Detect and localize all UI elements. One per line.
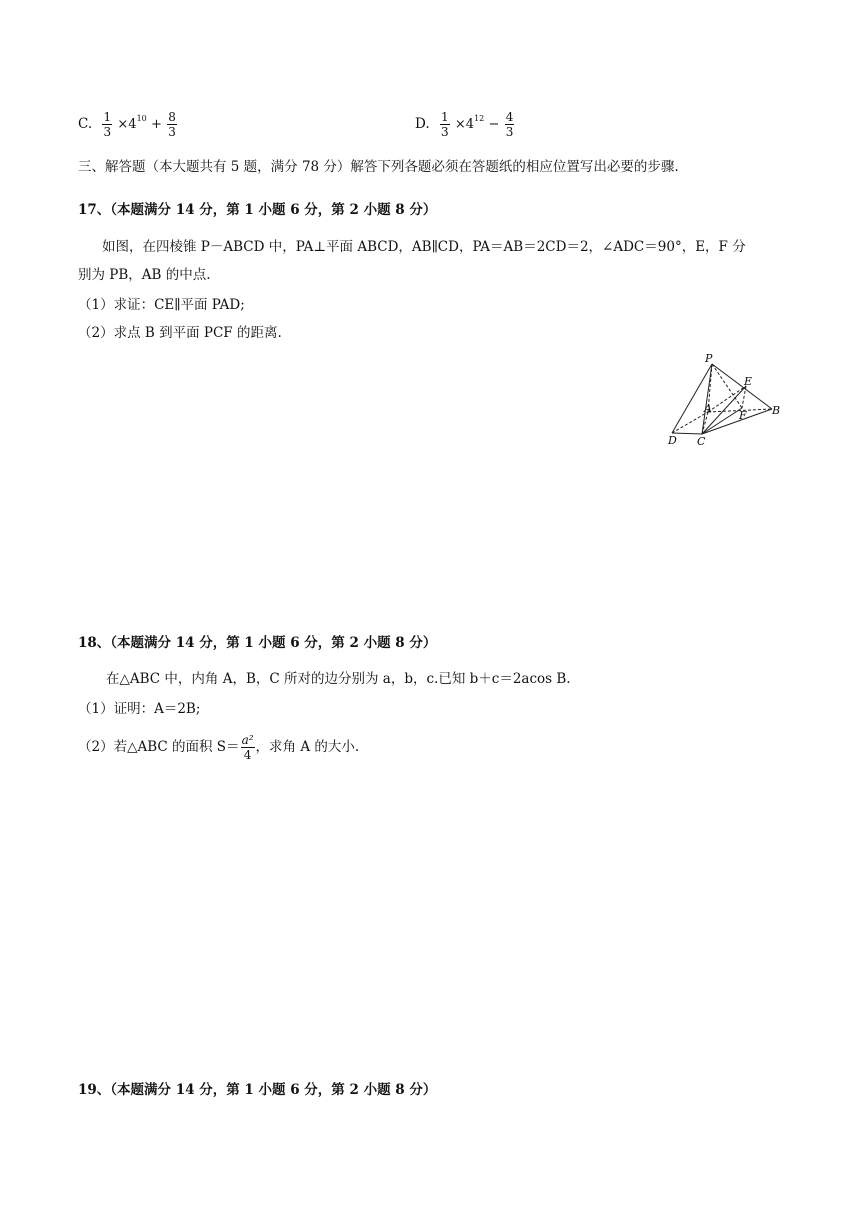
- q18-area-den: 4: [243, 748, 252, 762]
- choice-d-base: 4: [465, 116, 475, 132]
- choice-c-coef: [102, 110, 112, 139]
- pyramid-figure: [660, 350, 790, 450]
- figure-label-f: F: [739, 409, 747, 422]
- choice-c-label: C.: [78, 116, 93, 132]
- choice-d-tail-den: 3: [505, 125, 514, 139]
- q18-area-fraction: [241, 733, 255, 762]
- choice-c-tail-den: 3: [168, 125, 176, 139]
- q18-header: 18、（本题满分 14 分，第 1 小题 6 分，第 2 小题 8 分）: [78, 635, 437, 651]
- figure-label-p: P: [705, 352, 713, 365]
- figure-label-d: D: [668, 434, 677, 447]
- section-title: 三、解答题（本大题共有 5 题，满分 78 分）解答下列各题必须在答题纸的相应位置写出必要的步骤.: [78, 159, 679, 175]
- figure-label-a: A: [704, 402, 712, 415]
- choice-d-coef: [440, 110, 450, 139]
- choice-d: [415, 110, 515, 139]
- choice-c-times: ×: [117, 116, 129, 132]
- choice-d-tail: [505, 110, 515, 139]
- figure-label-c: C: [697, 435, 706, 448]
- q18-part2-pre: （2）若△ABC 的面积 S＝: [78, 739, 240, 755]
- choice-c: [78, 110, 178, 139]
- choice-d-coef-num: 1: [440, 110, 449, 124]
- choice-d-coef-den: 3: [440, 125, 449, 139]
- choice-d-times: ×: [454, 116, 466, 132]
- q17-part1: （1）求证：CE∥平面 PAD;: [78, 297, 245, 313]
- q17-stem-line2: 别为 PB，AB 的中点.: [78, 267, 211, 283]
- q19-header: 19、（本题满分 14 分，第 1 小题 6 分，第 2 小题 8 分）: [78, 1082, 437, 1098]
- choice-c-tail-num: 8: [168, 110, 176, 124]
- q18-part1: （1）证明：A＝2B;: [78, 701, 201, 717]
- choice-d-tail-num: 4: [505, 110, 514, 124]
- q17-part2: （2）求点 B 到平面 PCF 的距离.: [78, 325, 282, 341]
- figure-label-b: B: [772, 404, 781, 417]
- choice-d-exponent: 12: [474, 114, 485, 123]
- figure-label-e: E: [744, 375, 753, 388]
- choice-c-exponent: 10: [136, 114, 147, 123]
- q18-stem: 在△ABC 中，内角 A，B，C 所对的边分别为 a，b，c.已知 b＋c＝2acos B.: [106, 671, 571, 687]
- choice-c-coef-num: 1: [103, 110, 112, 124]
- q18-area-num: a²: [241, 733, 254, 747]
- q18-part2-post: ，求角 A 的大小.: [255, 739, 360, 755]
- choice-c-coef-den: 3: [103, 125, 112, 139]
- choice-c-operator: +: [151, 116, 162, 132]
- q17-header: 17、（本题满分 14 分，第 1 小题 6 分，第 2 小题 8 分）: [78, 202, 437, 218]
- choice-d-operator: −: [488, 116, 500, 132]
- q18-part2: [78, 733, 359, 762]
- choice-d-label: D.: [415, 116, 430, 132]
- q17-stem-line1: 如图，在四棱锥 P－ABCD 中，PA⊥平面 ABCD，AB∥CD，PA＝AB＝2CD＝2，∠ADC＝90°，E，F 分: [102, 239, 746, 255]
- choice-c-tail: [167, 110, 177, 139]
- choice-c-base: 4: [128, 116, 137, 132]
